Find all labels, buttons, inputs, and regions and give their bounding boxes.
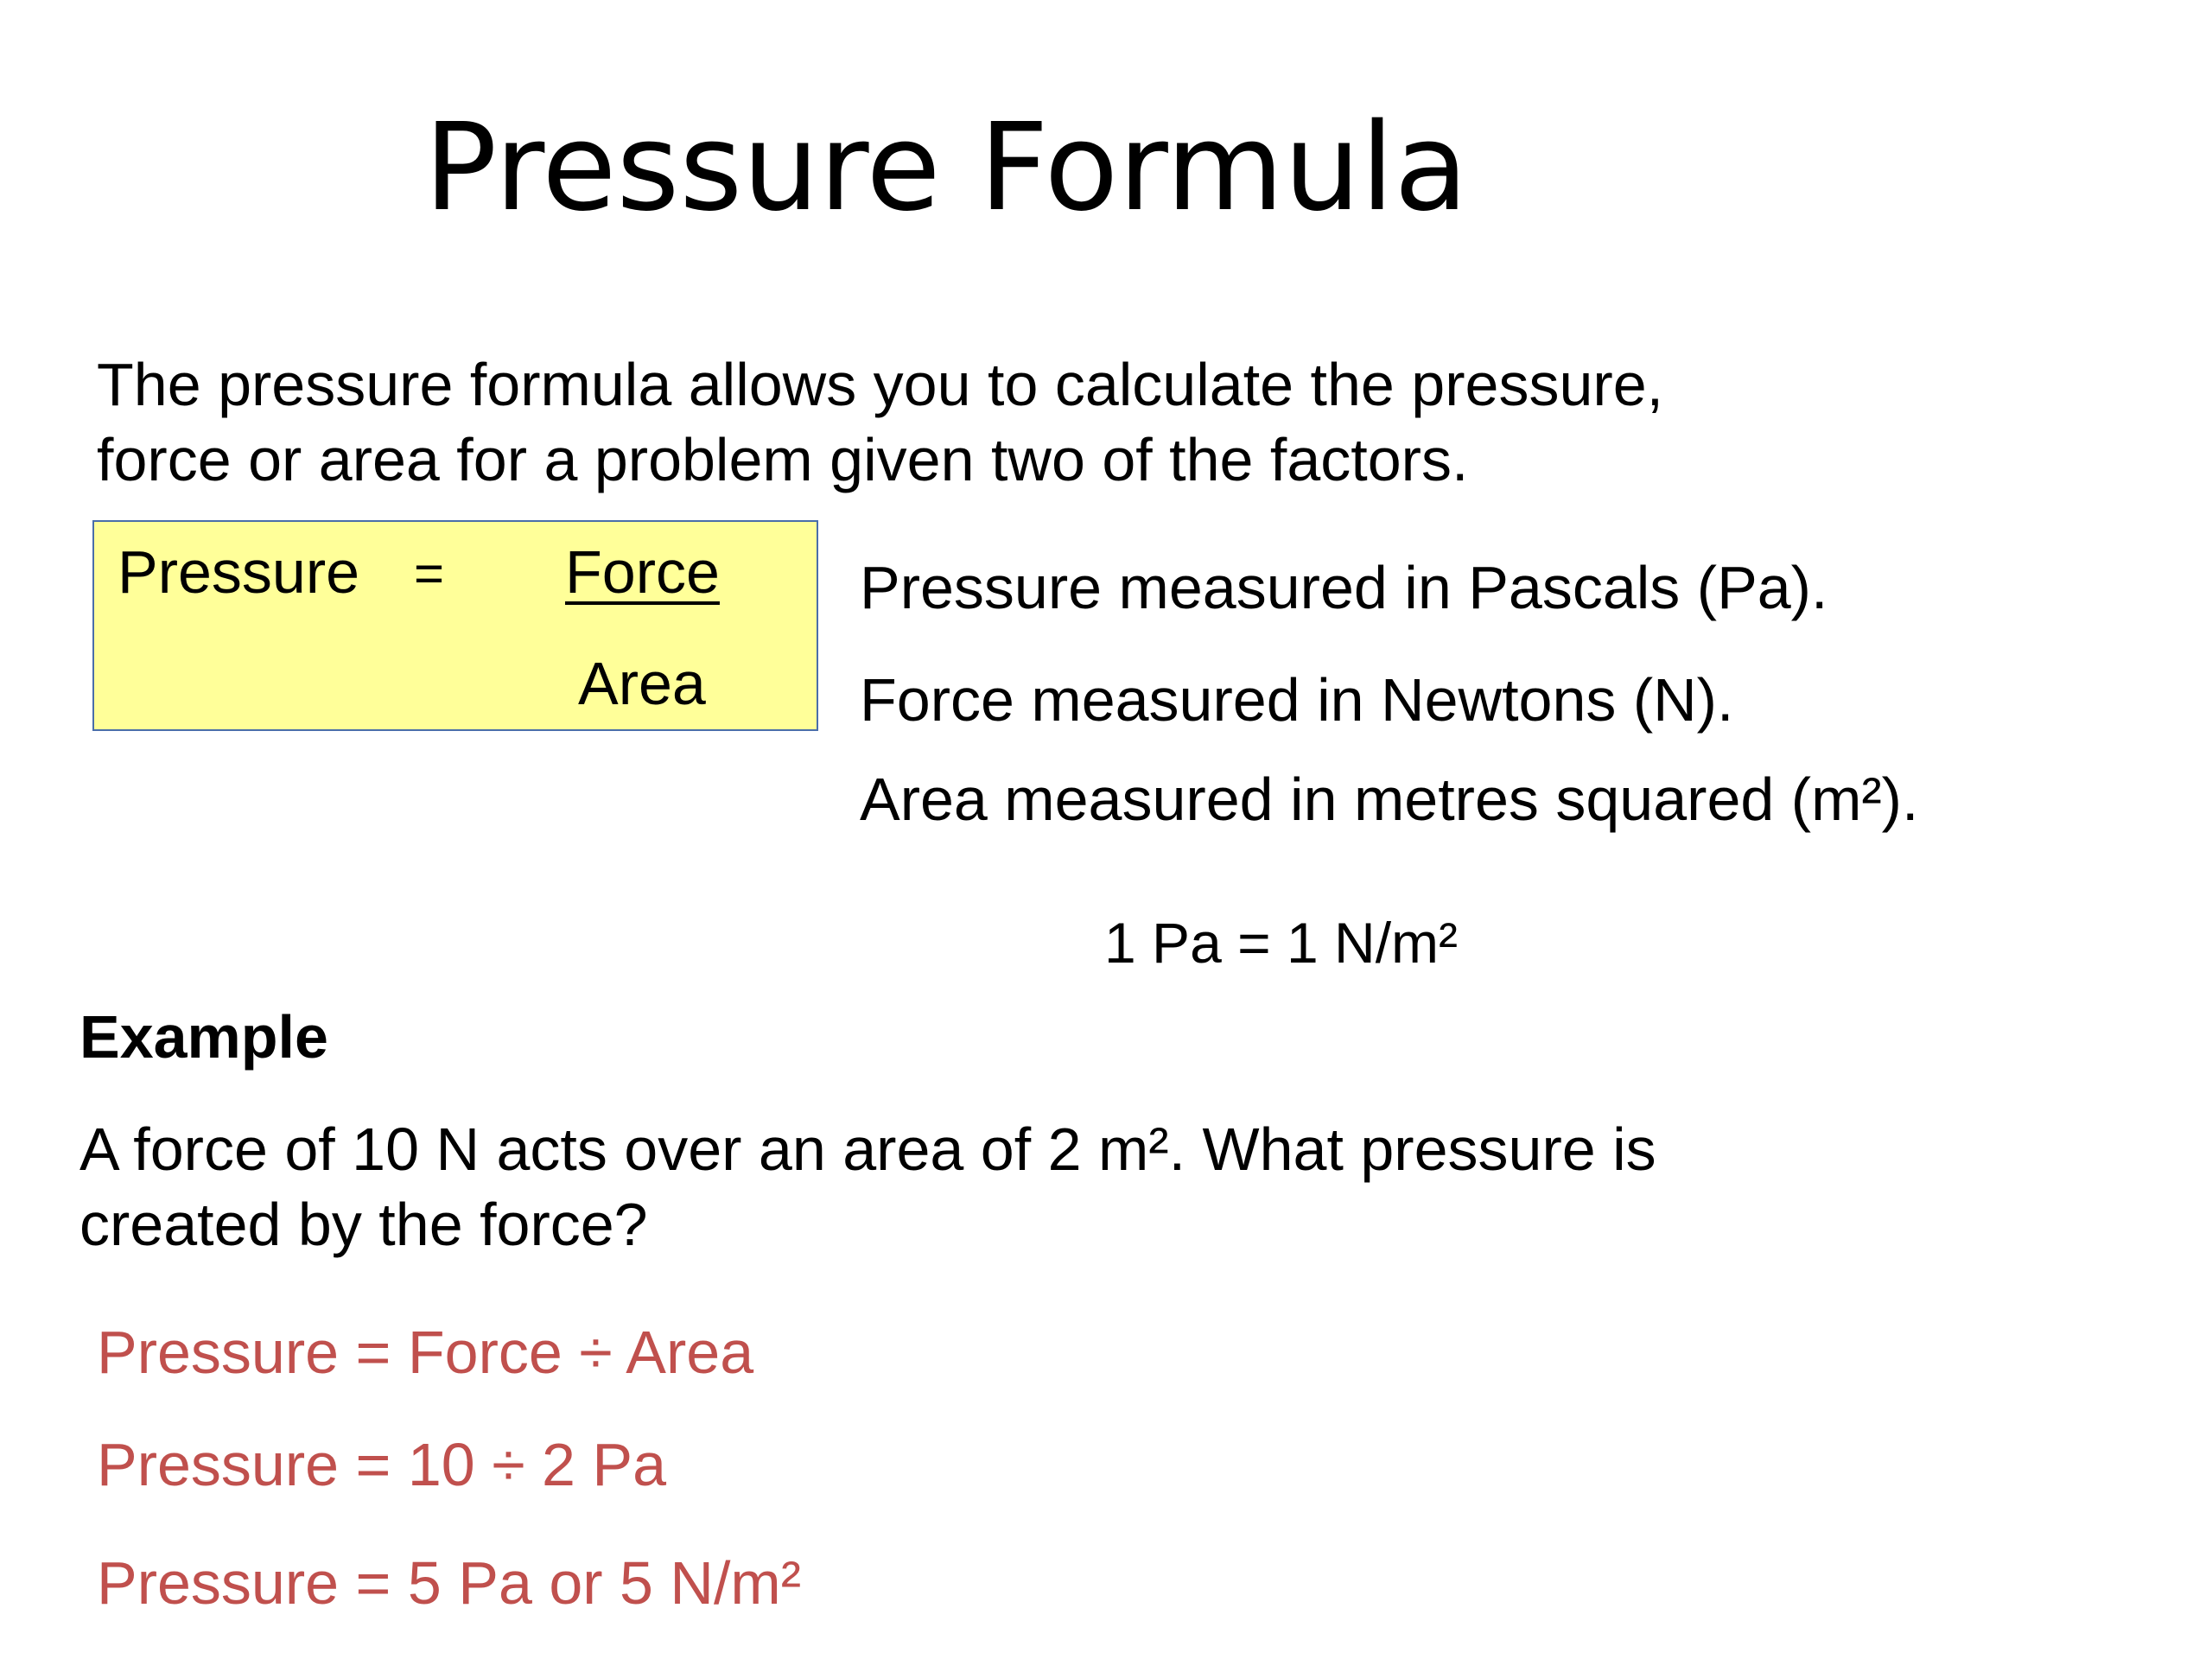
slide-title: Pressure Formula <box>423 98 1469 238</box>
example-question-line-1: A force of 10 N acts over an area of 2 m². What pressure is <box>79 1116 1656 1183</box>
unit-relation: 1 Pa = 1 N/m² <box>1104 911 1458 975</box>
formula-lhs: Pressure <box>118 538 360 606</box>
unit-force: Force measured in Newtons (N). <box>860 666 1734 734</box>
example-heading: Example <box>79 1003 328 1071</box>
unit-area: Area measured in metres squared (m²). <box>860 766 1919 833</box>
formula-numerator: Force <box>565 538 720 606</box>
formula-box <box>92 520 818 731</box>
solution-step-2: Pressure = 10 ÷ 2 Pa <box>97 1431 667 1498</box>
unit-pressure: Pressure measured in Pascals (Pa). <box>860 554 1828 621</box>
formula-denominator: Area <box>578 650 706 717</box>
intro-text-line-2: force or area for a problem given two of the factors. <box>97 426 1469 493</box>
intro-text-line-1: The pressure formula allows you to calculate the pressure, <box>97 351 1664 418</box>
solution-step-3: Pressure = 5 Pa or 5 N/m² <box>97 1549 802 1617</box>
example-question-line-2: created by the force? <box>79 1191 648 1258</box>
solution-step-1: Pressure = Force ÷ Area <box>97 1319 754 1386</box>
formula-equals-sign: = <box>414 544 445 602</box>
